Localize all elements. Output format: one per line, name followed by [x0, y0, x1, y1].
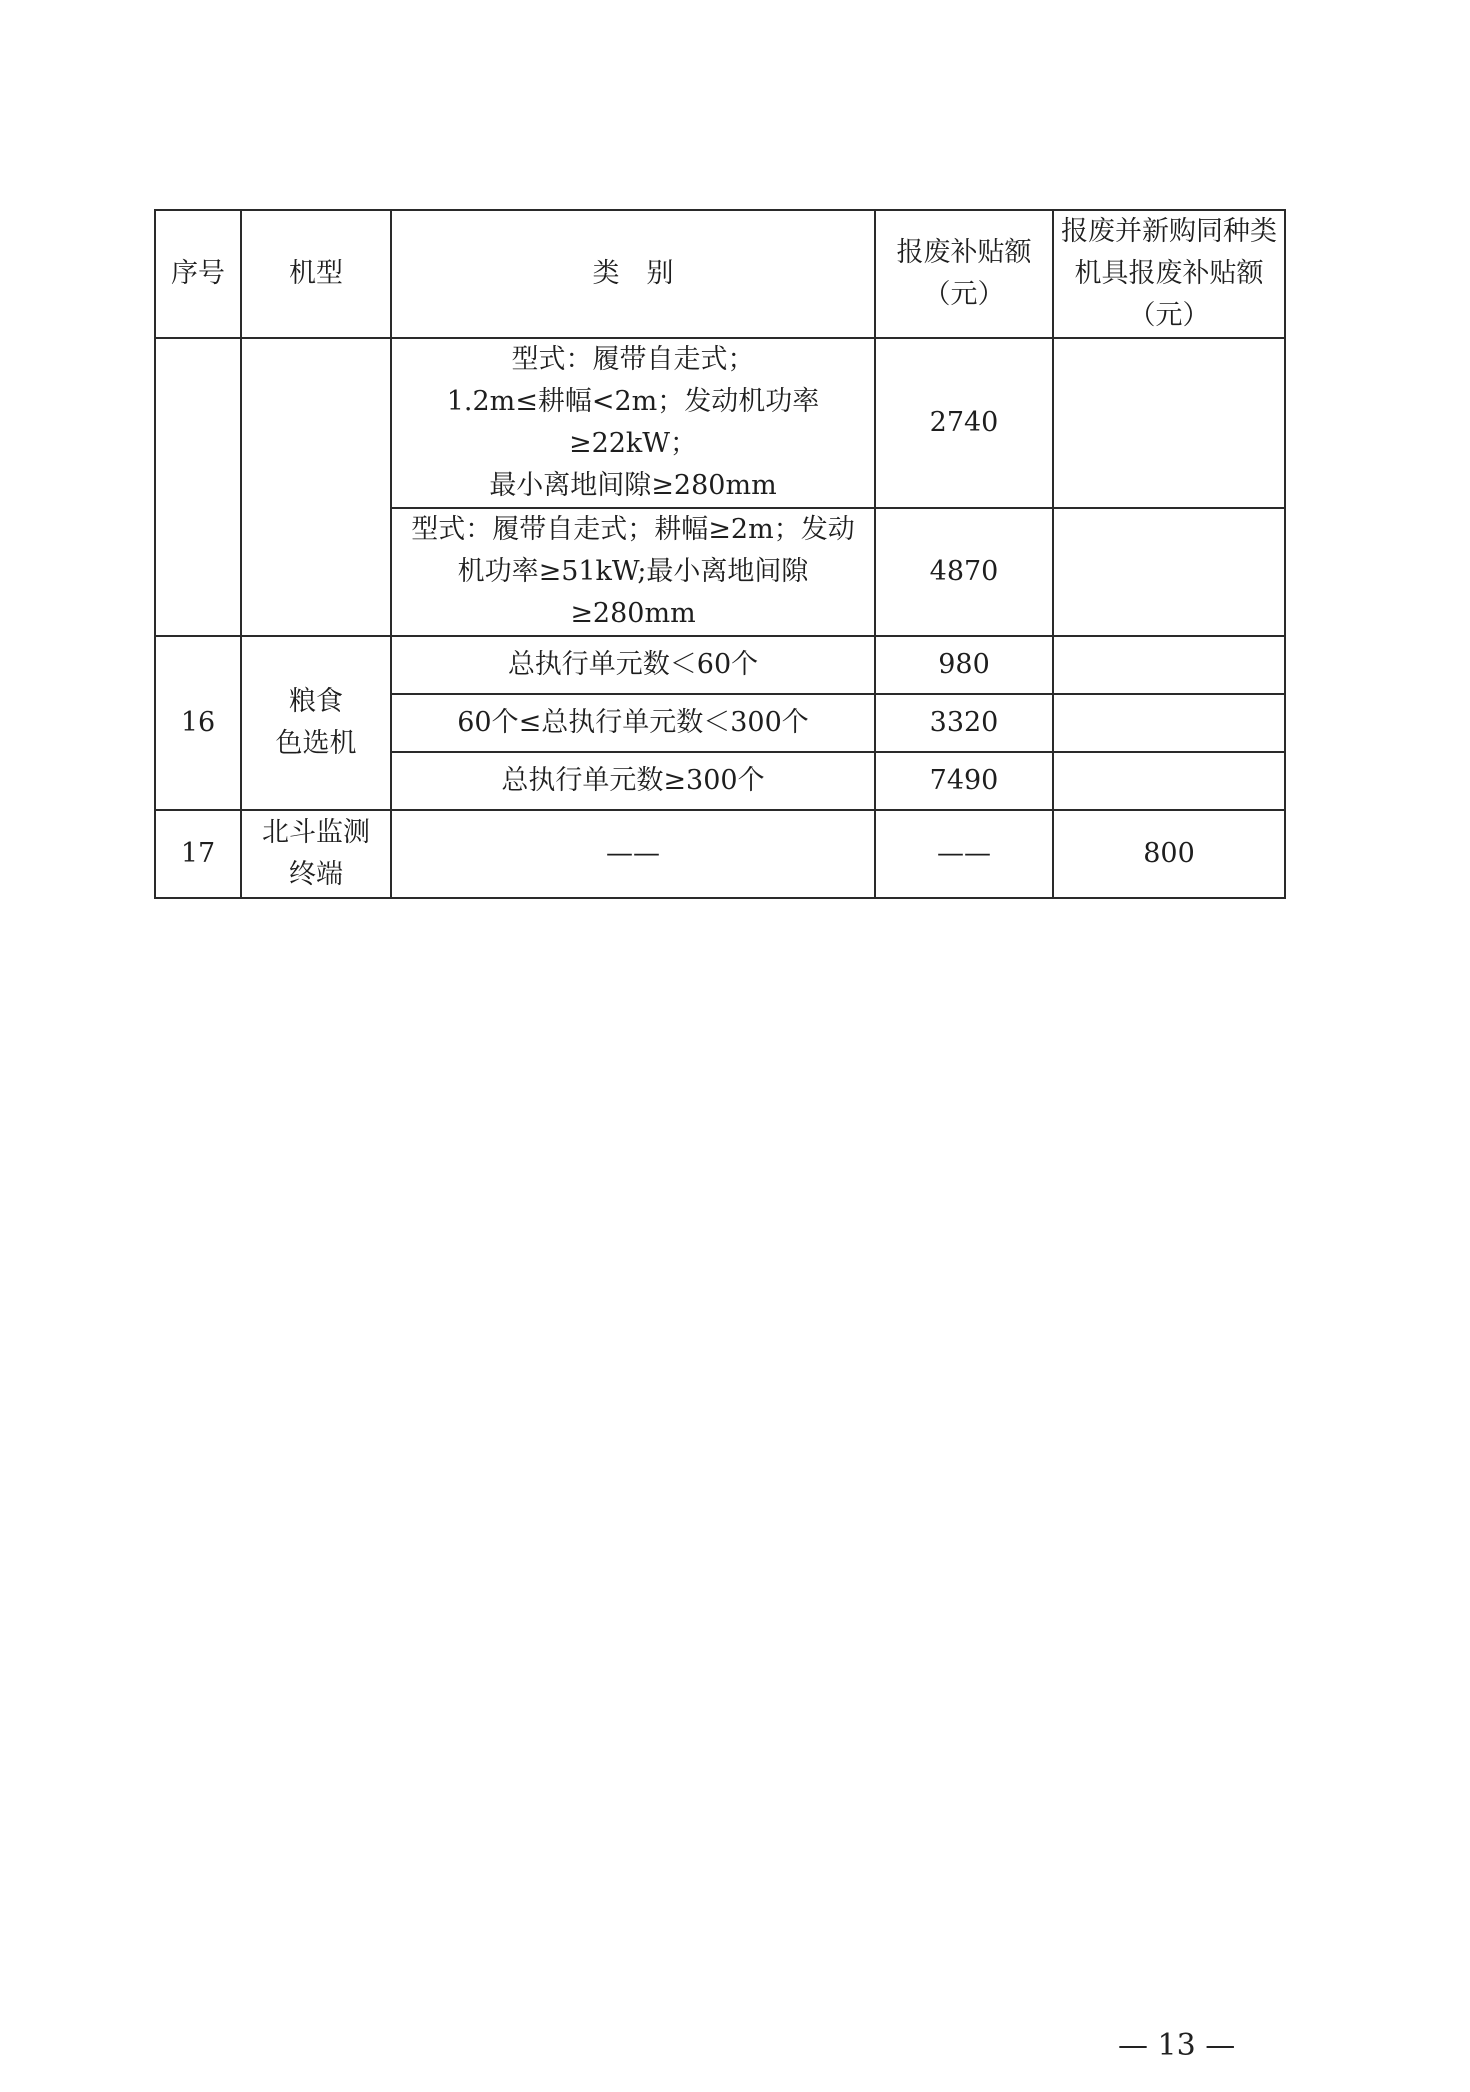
cell-new-subsidy: 800	[1053, 810, 1285, 898]
cell-model	[241, 636, 391, 810]
header-subsidy	[875, 210, 1053, 338]
category-line: 机功率≥51kW;最小离地间隙≥280mm	[457, 556, 809, 629]
cell-no-empty	[155, 338, 241, 636]
cell-category	[391, 508, 875, 636]
cell-new-subsidy	[1053, 508, 1285, 636]
category-line: 最小离地间隙≥280mm	[489, 470, 777, 501]
model-line: 粮食	[289, 686, 343, 717]
header-category: 类 别	[391, 210, 875, 338]
header-new-subsidy-line-2: 机具报废补贴额	[1074, 258, 1264, 289]
cell-no: 17	[155, 810, 241, 898]
cell-category: 总执行单元数＜60个	[391, 636, 875, 694]
table-row	[155, 636, 1285, 694]
header-model: 机型	[241, 210, 391, 338]
cell-category: 总执行单元数≥300个	[391, 752, 875, 810]
header-subsidy-line-2: （元）	[923, 279, 1005, 310]
table-header-row	[155, 210, 1285, 338]
cell-new-subsidy	[1053, 636, 1285, 694]
cell-category: ——	[391, 810, 875, 898]
cell-subsidy: 4870	[875, 508, 1053, 636]
cell-model	[241, 810, 391, 898]
cell-subsidy: 980	[875, 636, 1053, 694]
category-line: 型式：履带自走式；	[511, 344, 755, 375]
cell-new-subsidy	[1053, 694, 1285, 752]
table-row	[155, 338, 1285, 508]
header-new-subsidy-line-3: （元）	[1128, 300, 1210, 331]
category-line: 型式：履带自走式；耕幅≥2m；发动	[411, 514, 855, 545]
model-line: 色选机	[275, 728, 357, 759]
cell-no: 16	[155, 636, 241, 810]
cell-new-subsidy	[1053, 752, 1285, 810]
cell-model-empty	[241, 338, 391, 636]
header-new-subsidy-line-1: 报废并新购同种类	[1061, 216, 1277, 247]
model-line: 终端	[289, 859, 343, 890]
header-new-subsidy	[1053, 210, 1285, 338]
category-line: 1.2m≤耕幅<2m；发动机功率≥22kW；	[446, 386, 820, 459]
header-subsidy-line-1: 报废补贴额	[896, 237, 1032, 268]
subsidy-table	[154, 209, 1286, 899]
cell-subsidy: 3320	[875, 694, 1053, 752]
cell-category: 60个≤总执行单元数＜300个	[391, 694, 875, 752]
cell-subsidy: 2740	[875, 338, 1053, 508]
cell-subsidy: 7490	[875, 752, 1053, 810]
table-row	[155, 810, 1285, 898]
cell-new-subsidy	[1053, 338, 1285, 508]
cell-category	[391, 338, 875, 508]
model-line: 北斗监测	[262, 817, 370, 848]
cell-subsidy: ——	[875, 810, 1053, 898]
header-no: 序号	[155, 210, 241, 338]
page-number: — 13 —	[1118, 2028, 1236, 2063]
